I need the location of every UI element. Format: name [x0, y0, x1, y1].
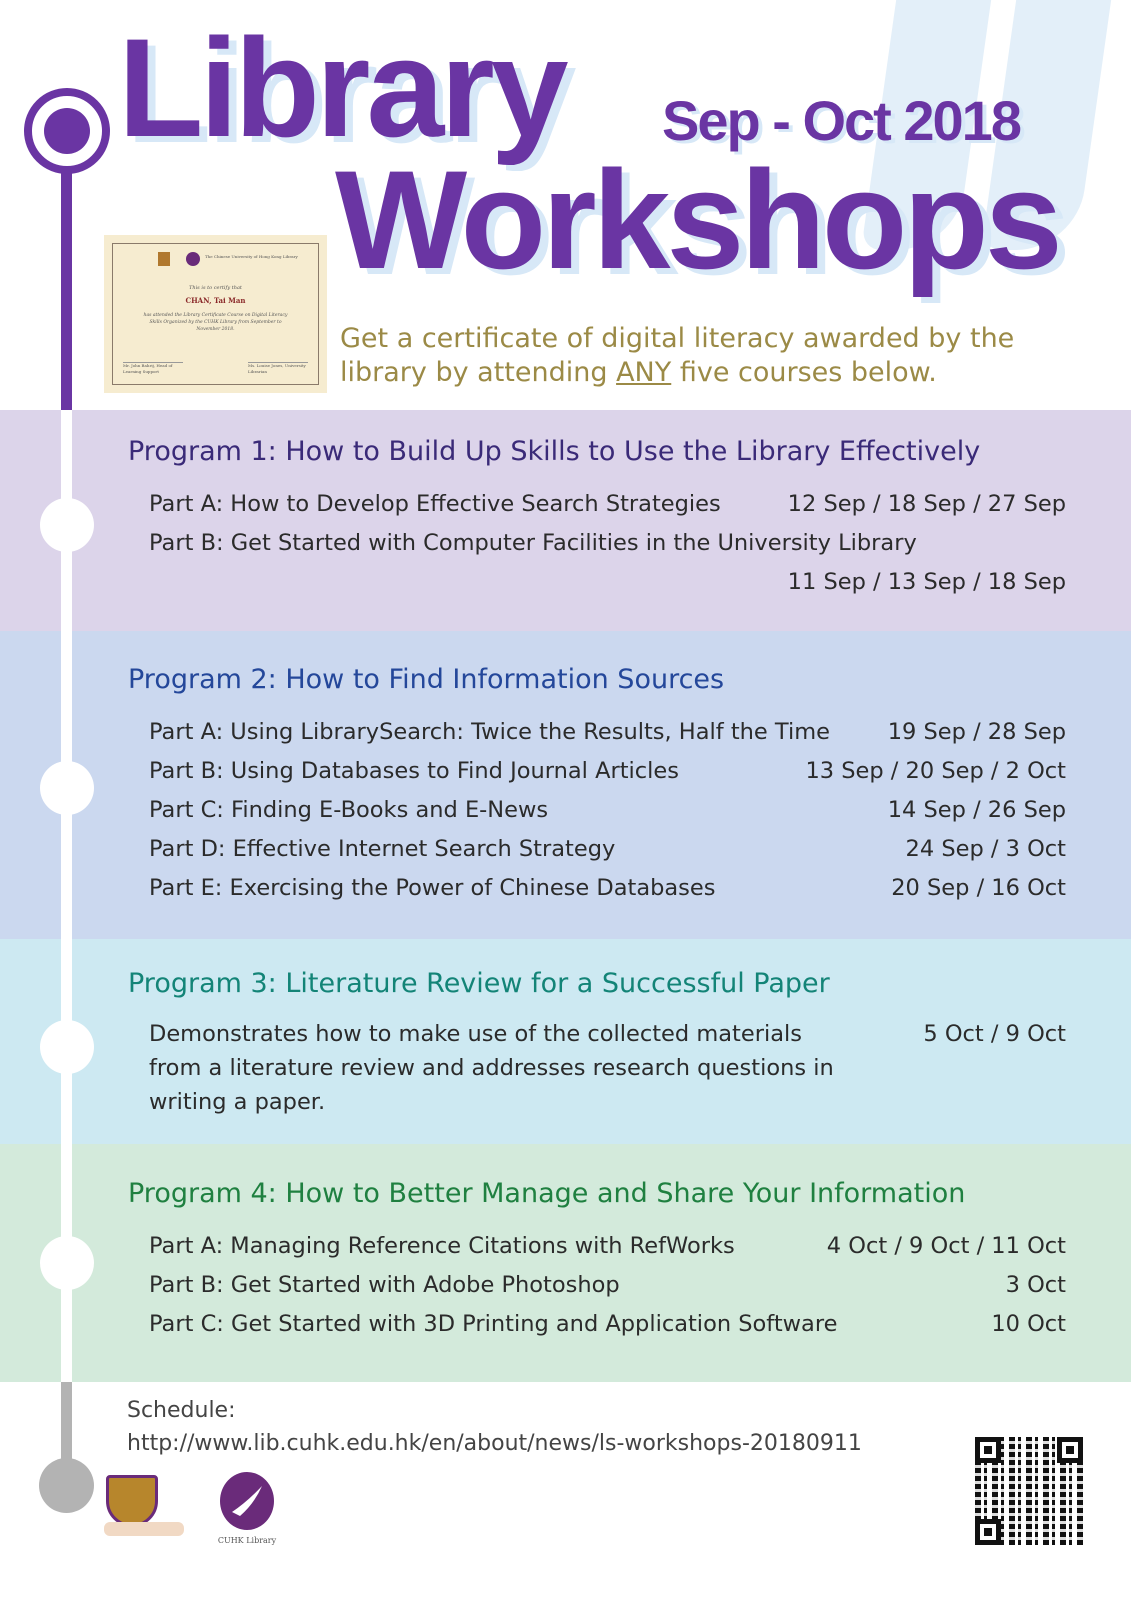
timeline-dot: [40, 498, 94, 552]
timeline-start-icon: [24, 88, 110, 174]
library-logo-text: CUHK Library: [217, 1536, 277, 1545]
program-1-title: Program 1: How to Build Up Skills to Use the Library Effectively: [128, 436, 981, 467]
period: Sep - Oct 2018: [662, 89, 1020, 152]
program-2-title: Program 2: How to Find Information Sources: [128, 664, 725, 695]
cert-name: CHAN, Tai Man: [185, 296, 246, 305]
list-item: Part A: How to Develop Effective Search Strategies 12 Sep / 18 Sep / 27 Sep: [149, 491, 1066, 517]
list-item: Part C: Get Started with 3D Printing and Application Software 10 Oct: [149, 1311, 1066, 1337]
list-item: Part E: Exercising the Power of Chinese Databases 20 Sep / 16 Oct: [149, 875, 1066, 901]
timeline-line: [61, 150, 72, 410]
list-item: Part B: Get Started with Adobe Photoshop 3 Oct: [149, 1272, 1066, 1298]
list-item: Part B: Get Started with Computer Facilities in the University Library: [149, 530, 917, 556]
list-item: Part D: Effective Internet Search Strategy 24 Sep / 3 Oct: [149, 836, 1066, 862]
cuhk-crest-icon: [158, 252, 170, 266]
library-logo-icon: [220, 1472, 274, 1530]
cert-sign-right: Ms. Louise Jones, University Librarian: [248, 362, 308, 375]
timeline-dot: [40, 761, 94, 815]
certificate-image: [104, 235, 327, 393]
title-workshops: Workshops: [335, 141, 1059, 298]
schedule-label: Schedule:: [127, 1398, 236, 1423]
timeline-dot: [40, 1020, 94, 1074]
program-3-title: Program 3: Literature Review for a Successful Paper: [128, 968, 830, 999]
qr-code[interactable]: [975, 1437, 1083, 1545]
timeline-dot: [40, 1236, 94, 1290]
list-item: Demonstrates how to make use of the collected materials from a literature review and addresses research questions in writing a paper. 5 Oct / 9 Oct: [149, 1021, 1066, 1115]
cert-org: The Chinese University of Hong Kong Library: [205, 254, 298, 259]
list-item-dates: 11 Sep / 13 Sep / 18 Sep: [787, 569, 1066, 595]
list-item: Part A: Using LibrarySearch: Twice the Results, Half the Time 19 Sep / 28 Sep: [149, 719, 1066, 745]
list-item: Part A: Managing Reference Citations with RefWorks 4 Oct / 9 Oct / 11 Oct: [149, 1233, 1066, 1259]
cert-body: has attended the Library Certificate Course on Digital Literacy Skills Organized by the CUHK Library from September to November 2018.: [143, 313, 288, 332]
library-logo-icon: [186, 252, 200, 266]
cuhk-crest-icon: [106, 1475, 158, 1527]
list-item: Part C: Finding E-Books and E-News 14 Sep / 26 Sep: [149, 797, 1066, 823]
lead-text: Get a certificate of digital literacy awarded by the library by attending ANY five courses below.: [340, 323, 1015, 388]
list-item: Part B: Using Databases to Find Journal Articles 13 Sep / 20 Sep / 2 Oct: [149, 758, 1066, 784]
timeline-end-dot: [39, 1458, 94, 1513]
cert-sign-left: Mr. John Bahrij, Head of Learning Support: [123, 362, 183, 375]
schedule-url-link[interactable]: http://www.lib.cuhk.edu.hk/en/about/news/ls-workshops-20180911: [127, 1431, 862, 1456]
cert-certify: This is to certify that: [189, 285, 242, 291]
title-library: Library: [118, 9, 565, 166]
crest-ribbon-icon: [104, 1522, 184, 1536]
program-4-title: Program 4: How to Better Manage and Share Your Information: [128, 1178, 966, 1209]
